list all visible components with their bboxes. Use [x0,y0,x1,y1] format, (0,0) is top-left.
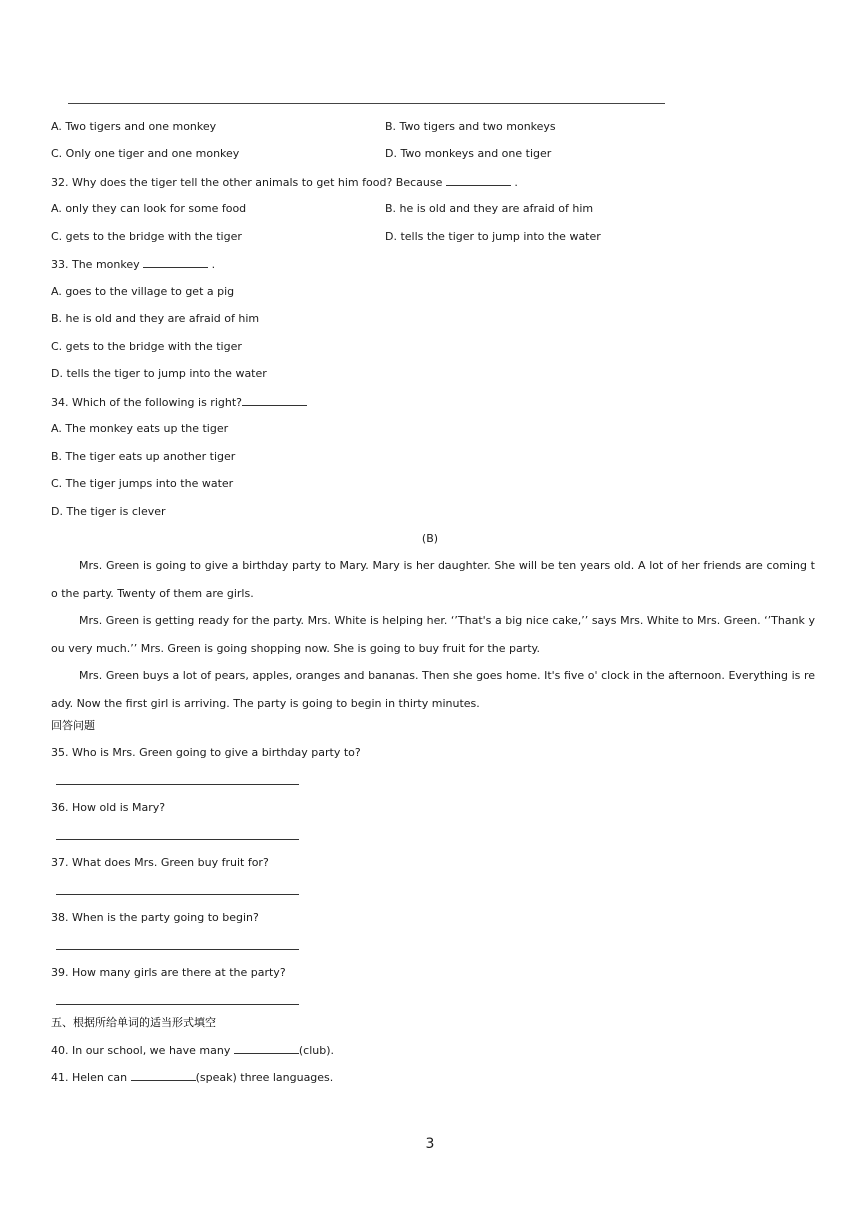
q34-option-a: A. The monkey eats up the tiger [51,422,229,435]
q39-question: 39. How many girls are there at the party? [51,966,286,979]
q33-end: . [208,258,216,271]
q32-option-a: A. only they can look for some food [51,202,247,215]
q34-blank[interactable] [242,395,307,406]
q41-pre: 41. Helen can [51,1071,131,1084]
q34-option-c: C. The tiger jumps into the water [51,477,234,490]
q32-blank[interactable] [446,175,511,186]
q33-stem: 33. The monkey [51,258,140,271]
q41-blank[interactable] [131,1070,196,1081]
q32-end: . [510,176,518,189]
q34-question [51,395,307,410]
q32-option-b: B. he is old and they are afraid of him [385,202,594,215]
q32-question [51,175,518,190]
q37-question: 37. What does Mrs. Green buy fruit for? [51,856,269,869]
q36-question: 36. How old is Mary? [51,801,166,814]
passage-label: (B) [421,532,439,545]
page-number: 3 [425,1136,435,1152]
q37-answer-line[interactable] [56,894,299,895]
q41-post: (speak) three languages. [195,1071,334,1084]
q33-option-b: B. he is old and they are afraid of him [51,312,260,325]
q33-option-c: C. gets to the bridge with the tiger [51,340,242,353]
q35-question: 35. Who is Mrs. Green going to give a birthday party to? [51,746,361,759]
q31-option-a: A. Two tigers and one monkey [51,120,217,133]
q34-option-b: B. The tiger eats up another tiger [51,450,236,463]
q41-question [51,1070,333,1085]
header-rule [68,103,665,104]
q34-option-d: D. The tiger is clever [51,505,166,518]
q33-blank[interactable] [143,257,208,268]
q31-option-b: B. Two tigers and two monkeys [385,120,556,133]
q40-blank[interactable] [234,1043,299,1054]
section-heading-five: 五、根据所给单词的适当形式填空 [51,1016,216,1029]
q33-option-a: A. goes to the village to get a pig [51,285,235,298]
q39-answer-line[interactable] [56,1004,299,1005]
passage-paragraph-3: Mrs. Green buys a lot of pears, apples, oranges and bananas. Then she goes home. It's five o' clock in the afternoon. Everything is ready. Now the first girl is arriving. The party is going to begin in thirty minutes. [51,669,815,710]
q38-question: 38. When is the party going to begin? [51,911,259,924]
passage-paragraph-1: Mrs. Green is going to give a birthday party to Mary. Mary is her daughter. She will be ten years old. A lot of her friends are coming to the party. Twenty of them are girls. [51,559,815,600]
q32-stem: 32. Why does the tiger tell the other animals to get him food? Because [51,176,443,189]
section-heading-answer: 回答问题 [51,719,95,732]
q33-option-d: D. tells the tiger to jump into the water [51,367,267,380]
passage-paragraph-2: Mrs. Green is getting ready for the party. Mrs. White is helping her. ‘’That's a big nice cake,’’ says Mrs. White to Mrs. Green. ‘’Thank you very much.’’ Mrs. Green is going shopping now. She is going to buy fruit for the party. [51,614,815,655]
q36-answer-line[interactable] [56,839,299,840]
q31-option-c: C. Only one tiger and one monkey [51,147,240,160]
q40-question [51,1043,334,1058]
q40-pre: 40. In our school, we have many [51,1044,234,1057]
q31-option-d: D. Two monkeys and one tiger [385,147,552,160]
q32-option-c: C. gets to the bridge with the tiger [51,230,242,243]
q34-stem: 34. Which of the following is right? [51,396,242,409]
q32-option-d: D. tells the tiger to jump into the water [385,230,601,243]
q38-answer-line[interactable] [56,949,299,950]
q40-post: (club). [298,1044,335,1057]
q35-answer-line[interactable] [56,784,299,785]
q33-question [51,257,215,272]
